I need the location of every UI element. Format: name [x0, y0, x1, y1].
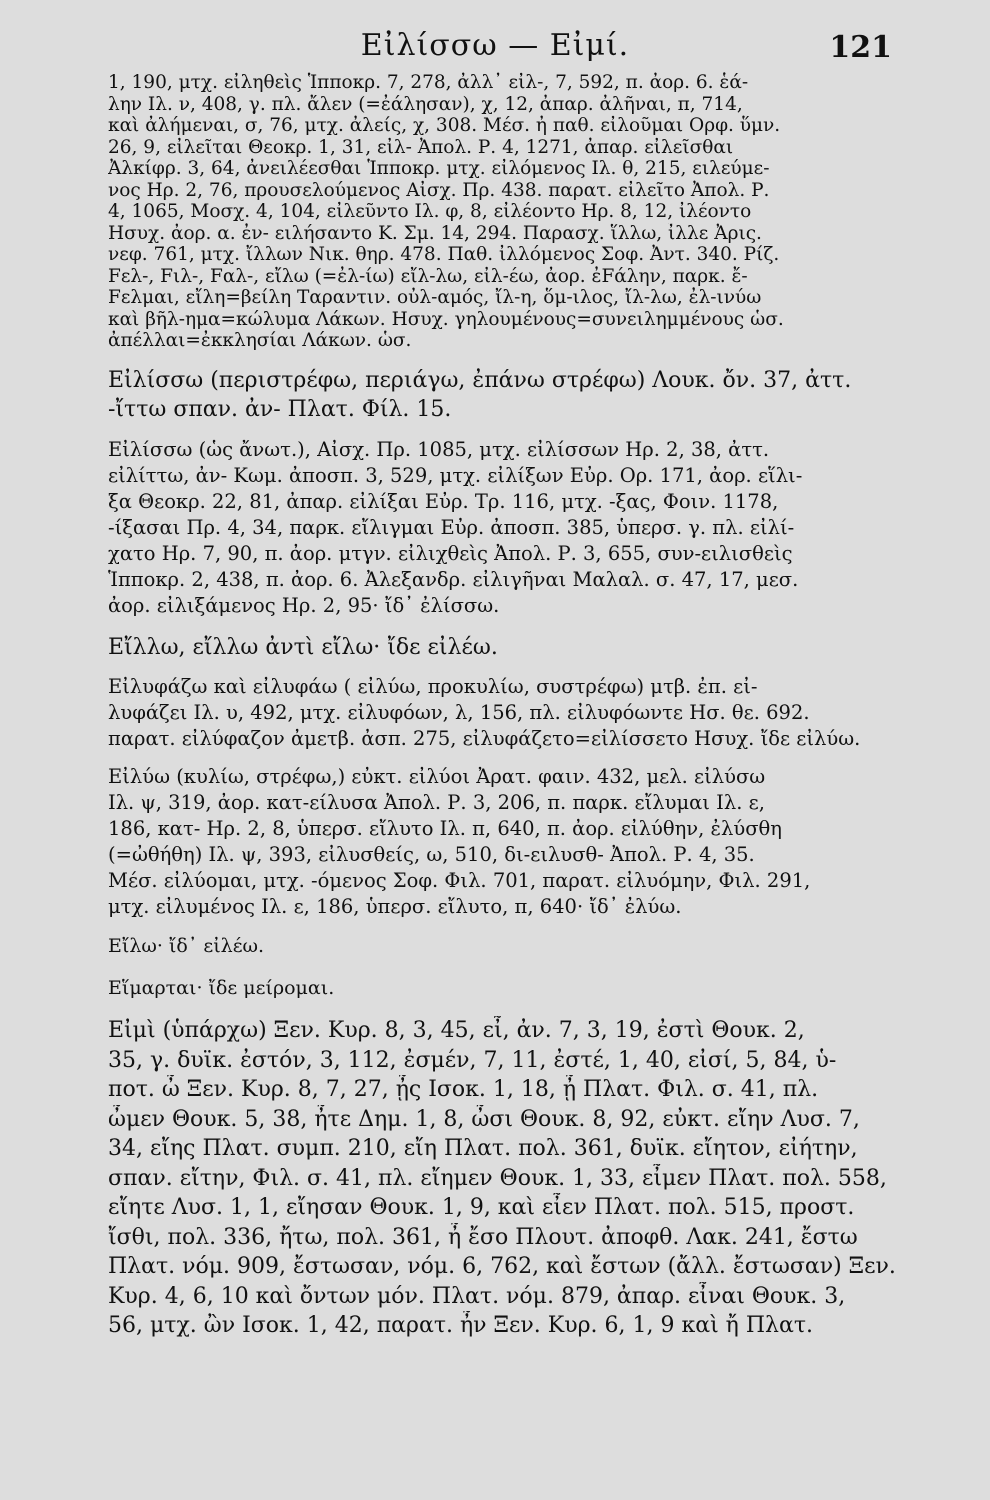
entry-line: εἰλίττω, ἀν- Κωμ. ἀποσπ. 3, 529, μτχ. εἰλίξων Εὐρ. Ορ. 171, ἀορ. εἵλι- [108, 463, 803, 487]
entry-eimi [108, 1016, 898, 1341]
page-header [0, 20, 990, 80]
entry-line: Εἴλλω, εἴλλω ἀντὶ εἴλω· ἴδε εἰλέω. [108, 634, 498, 660]
entry-line: 34, εἴης Πλατ. συμπ. 210, εἴη Πλατ. πολ. 361, δυϊκ. εἴητον, εἰήτην, [108, 1136, 858, 1161]
entry-eilo [108, 932, 898, 960]
entry-line: καὶ βῆλ-ημα=κώλυμα Λάκων. Ησυχ. γηλουμένους=συνειλημμένους ὡσ. [108, 308, 784, 330]
entry-line: ξα Θεοκρ. 22, 81, ἀπαρ. εἰλίξαι Εὐρ. Τρ. 116, μτχ. -ξας, Φοιν. 1178, [108, 489, 779, 513]
entry-line: Εἰλυφάζω καὶ εἰλυφάω ( εἰλύω, προκυλίω, συστρέφω) μτβ. ἐπ. εἰ- [108, 675, 758, 698]
entry-line: νος Ηρ. 2, 76, προυσελούμενος Αἰσχ. Πρ. 438. παρατ. εἰλεῖτο Ἀπολ. Ρ. [108, 179, 770, 201]
entry-line: σπαν. εἴτην, Φιλ. σ. 41, πλ. εἴημεν Θουκ. 1, 33, εἶμεν Πλατ. πολ. 558, [108, 1165, 887, 1191]
entry-line: νεφ. 761, μτχ. ἴλλων Νικ. θηρ. 478. Παθ. ἰλλόμενος Σοφ. Ἀντ. 340. Ρίζ. [108, 244, 780, 265]
page-number: 121 [829, 30, 892, 65]
entry-line: Εἰλίσσω (ὡς ἄνωτ.), Αἰσχ. Πρ. 1085, μτχ. εἰλίσσων Ηρ. 2, 38, ἀττ. [108, 437, 770, 461]
entry-line: ποτ. ὦ Ξεν. Κυρ. 8, 7, 27, ᾖς Ισοκ. 1, 18, ᾖ Πλατ. Φιλ. σ. 41, πλ. [108, 1077, 819, 1102]
entry-line: παρατ. εἰλύφαζον ἀμετβ. ἀσπ. 275, εἰλυφάζετο=εἰλίσσετο Ησυχ. ἴδε εἰλύω. [108, 727, 861, 750]
entry-line: 1, 190, μτχ. εἰληθεὶς Ἱπποκρ. 7, 278, ἀλλ᾽ εἰλ-, 7, 592, π. ἀορ. 6. ἑά- [108, 72, 749, 93]
entry-eilisso-meaning [108, 366, 898, 425]
entry-line: 4, 1065, Μοσχ. 4, 104, εἰλεῦντο Ιλ. φ, 8, εἰλέοντο Ηρ. 8, 12, ἰλέοντο [108, 201, 752, 222]
entry-line: Fελμαι, εἴλη=βείλη Ταραντιν. οὐλ-αμός, ἴλ-η, ὅμ-ιλος, ἴλ-λω, ἐλ-ινύω [108, 287, 762, 308]
entry-eilyfazo [108, 674, 898, 752]
entry-line: -ίξασαι Πρ. 4, 34, παρκ. εἴλιγμαι Εὐρ. ἀποσπ. 385, ὑπερσ. γ. πλ. εἰλί- [108, 515, 795, 539]
entry-line: ἀορ. εἰλιξάμενος Ηρ. 2, 95· ἴδ᾽ ἐλίσσω. [108, 593, 500, 617]
entry-line: Μέσ. εἰλύομαι, μτχ. -όμενος Σοφ. Φιλ. 701, παρατ. εἰλυόμην, Φιλ. 291, [108, 869, 811, 892]
entry-line: Εἰλύω (κυλίω, στρέφω,) εὐκτ. εἰλύοι Ἀρατ. φαιν. 432, μελ. εἰλύσω [108, 765, 766, 788]
entry-line: 26, 9, εἰλεῖται Θεοκρ. 1, 31, εἰλ- Ἀπολ. Ρ. 4, 1271, ἀπαρ. εἰλεῖσθαι [108, 136, 734, 158]
entry-line: Ιλ. ψ, 319, ἀορ. κατ-είλυσα Ἀπολ. Ρ. 3, 206, π. παρκ. εἴλυμαι Ιλ. ε, [108, 791, 765, 814]
entry-line: ἴσθι, πολ. 336, ἤτω, πολ. 361, ἦ ἔσο Πλουτ. ἀποφθ. Λακ. 241, ἔστω [108, 1224, 858, 1250]
entry-line: ἀπέλλαι=ἐκκλησίαι Λάκων. ὡσ. [108, 330, 412, 351]
entry-line: ὦμεν Θουκ. 5, 38, ἦτε Δημ. 1, 8, ὦσι Θουκ. 8, 92, εὐκτ. εἴην Λυσ. 7, [108, 1106, 860, 1132]
entry-line: (=ὠθήθη) Ιλ. ψ, 393, εἰλυσθείς, ω, 510, δι-ειλυσθ- Ἀπολ. Ρ. 4, 35. [108, 843, 755, 866]
page-body [108, 72, 898, 1353]
entry-eileo-continuation [108, 72, 898, 352]
entry-line: Ησυχ. ἀορ. α. ἐν- ειλήσαντο Κ. Σμ. 14, 294. Παρασχ. ἵλλω, ἶλλε Ἀρις. [108, 222, 762, 244]
entry-line: Ἀλκίφρ. 3, 64, ἀνειλέεσθαι Ἱπποκρ. μτχ. εἰλόμενος Ιλ. θ, 215, ειλεύμε- [108, 158, 770, 179]
entry-line: Κυρ. 4, 6, 10 καὶ ὄντων μόν. Πλατ. νόμ. 879, ἀπαρ. εἶναι Θουκ. 3, [108, 1283, 846, 1309]
entry-line: μτχ. εἰλυμένος Ιλ. ε, 186, ὑπερσ. εἴλυτο, π, 640· ἴδ᾽ ἐλύω. [108, 895, 682, 918]
entry-line: καὶ ἀλήμεναι, σ, 76, μτχ. ἀλείς, χ, 308. Μέσ. ἦ παθ. εἰλοῦμαι Ορφ. ὕμν. [108, 115, 781, 136]
running-title: Εἰλίσσω — Εἰμί. [360, 28, 630, 63]
entry-line: Fελ-, Fιλ-, Fαλ-, εἴλω (=ἐλ-ίω) εἴλ-λω, εἰλ-έω, ἀορ. ἐFάλην, παρκ. ἔ- [108, 265, 748, 287]
entry-line: λην Ιλ. ν, 408, γ. πλ. ἄλεν (=ἐάλησαν), χ, 12, ἀπαρ. ἀλῆναι, π, 714, [108, 93, 743, 115]
entry-eilyo [108, 764, 898, 920]
entry-eillo [108, 633, 898, 663]
entry-line: 35, γ. δυϊκ. ἐστόν, 3, 112, ἐσμέν, 7, 11, ἐστέ, 1, 40, εἰσί, 5, 84, ὑ- [108, 1047, 837, 1073]
entry-line: Εἰμὶ (ὑπάρχω) Ξεν. Κυρ. 8, 3, 45, εἶ, ἀν. 7, 3, 19, ἐστὶ Θουκ. 2, [108, 1018, 805, 1043]
entry-eilisso-forms [108, 437, 898, 619]
entry-eimartai [108, 974, 898, 1002]
entry-line: χατο Ηρ. 7, 90, π. ἀορ. μτγν. εἰλιχθεὶς Ἀπολ. Ρ. 3, 655, συν-ειλισθεὶς [108, 541, 793, 565]
entry-line: λυφάζει Ιλ. υ, 492, μτχ. εἰλυφόων, λ, 156, πλ. εἰλυφόωντε Ησ. θε. 692. [108, 701, 810, 724]
entry-line: Εἰλίσσω (περιστρέφω, περιάγω, ἐπάνω στρέφω) Λουκ. ὄν. 37, ἀττ. [108, 367, 852, 393]
entry-line: Εἴλω· ἴδ᾽ εἰλέω. [108, 935, 265, 957]
entry-line: Εἵμαρται· ἴδε μείρομαι. [108, 977, 335, 999]
entry-line: Πλατ. νόμ. 909, ἔστωσαν, νόμ. 6, 762, καὶ ἔστων (ἄλλ. ἔστωσαν) Ξεν. [108, 1254, 896, 1279]
entry-line: εἴητε Λυσ. 1, 1, εἴησαν Θουκ. 1, 9, καὶ εἶεν Πλατ. πολ. 515, προστ. [108, 1195, 855, 1220]
entry-line: Ἱπποκρ. 2, 438, π. ἀορ. 6. Ἀλεξανδρ. εἰλιγῆναι Μαλαλ. σ. 47, 17, μεσ. [108, 567, 799, 591]
entry-line: 186, κατ- Ηρ. 2, 8, ὑπερσ. εἴλυτο Ιλ. π, 640, π. ἀορ. εἰλύθην, ἐλύσθη [108, 817, 782, 840]
entry-line: -ἴττω σπαν. ἀν- Πλατ. Φίλ. 15. [108, 397, 452, 422]
entry-line: 56, μτχ. ὢν Ισοκ. 1, 42, παρατ. ἦν Ξεν. Κυρ. 6, 1, 9 καὶ ἤ Πλατ. [108, 1313, 814, 1338]
